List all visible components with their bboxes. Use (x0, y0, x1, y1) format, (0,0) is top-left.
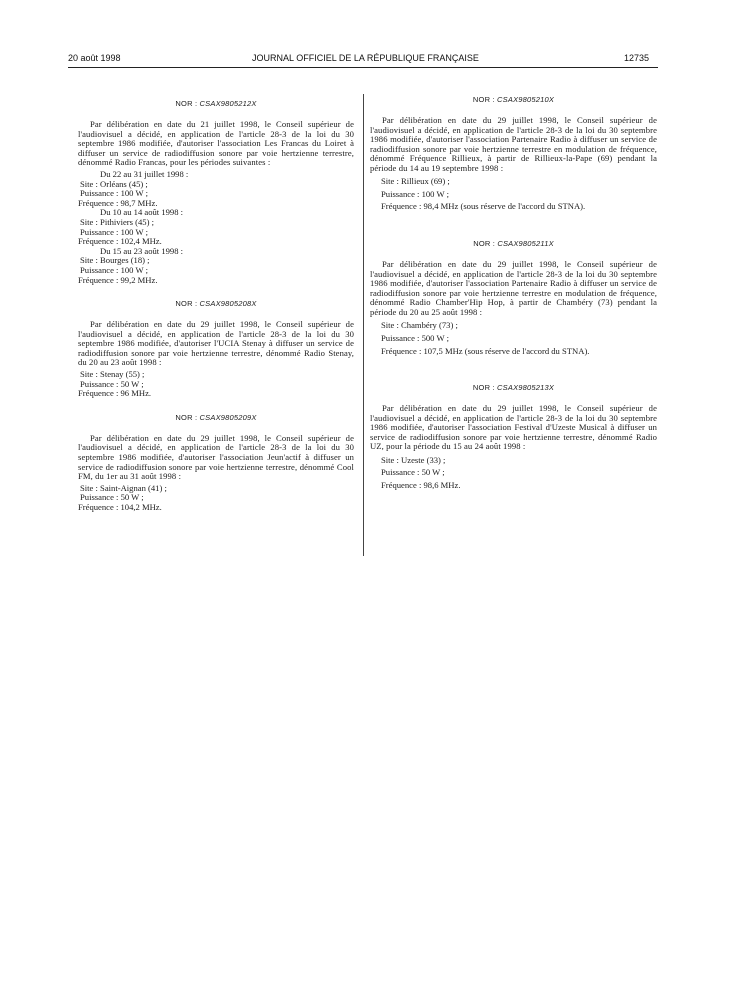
site-line: Site : Chambéry (73) ; (381, 320, 458, 331)
puissance-line: Puissance : 50 W ; (80, 492, 144, 503)
frequence-line: Fréquence : 98,7 MHz. (78, 197, 158, 208)
decision-paragraph: Par délibération en date du 29 juillet 1998, le Conseil supérieur de l'audiovisuel a décidé, en application de l'article 28-3 de la loi du 30 septembre 1986 modifiée, d'autoriser l'association Jeun'actif à diffuser un service de radiodiffusion sonore par voie hertzienne terrestre, dénommé Cool FM, du 1er au 31 août 1998 : (78, 432, 354, 482)
site-line: Site : Saint-Aignan (41) ; (80, 482, 167, 493)
decision-paragraph: Par délibération en date du 29 juillet 1998, le Conseil supérieur de l'audiovisuel a décidé, en application de l'article 28-3 de la loi du 30 septembre 1986 modifiée, d'autoriser l'association Festival d'Uzeste Musical à diffuser un service de radiodiffusion sonore par voie hertzienne terrestre, dénommé Radio UZ, pour la période du 15 au 24 août 1998 : (370, 403, 657, 452)
site-line: Site : Uzeste (33) ; (381, 454, 446, 465)
decision-block-csax9805210x (370, 95, 657, 213)
site-line: Site : Bourges (18) ; (80, 255, 150, 266)
nor-code: CSAX9805210X (497, 95, 555, 104)
period-line: Du 15 au 23 août 1998 : (100, 245, 184, 256)
puissance-line: Puissance : 500 W ; (381, 332, 449, 343)
frequence-line: Fréquence : 99,2 MHz. (78, 274, 158, 285)
right-column (370, 95, 657, 492)
frequence-line: Fréquence : 107,5 MHz (sous réserve de l'accord du STNA). (381, 345, 590, 356)
puissance-line: Puissance : 50 W ; (381, 467, 445, 478)
frequence-line: Fréquence : 96 MHz. (78, 388, 152, 399)
header-rule (68, 67, 658, 68)
decision-block-csax9805209x (78, 413, 354, 513)
puissance-line: Puissance : 100 W ; (381, 188, 449, 199)
header-date: 20 août 1998 (68, 53, 121, 63)
period-line: Du 10 au 14 août 1998 : (100, 207, 184, 218)
period-line: Du 22 au 31 juillet 1998 : (100, 168, 189, 179)
puissance-line: Puissance : 100 W ; (80, 264, 148, 275)
site-line: Site : Pithiviers (45) ; (80, 216, 154, 227)
site-line: Site : Stenay (55) ; (80, 369, 145, 380)
frequence-line: Fréquence : 98,6 MHz. (381, 480, 461, 491)
nor-code: CSAX9805212X (199, 99, 257, 108)
nor-prefix: NOR : (472, 95, 498, 104)
decision-paragraph: Par délibération en date du 29 juillet 1998, le Conseil supérieur de l'audiovisuel a décidé, en application de l'article 28-3 de la loi du 30 septembre 1986 modifiée, d'autoriser l'UCIA Stenay à diffuser un service de radiodiffusion sonore par voie hertzienne terrestre, dénommé Radio Stenay, du 20 au 23 août 1998 : (78, 319, 354, 368)
nor-code: CSAX9805211X (497, 239, 554, 249)
decision-paragraph: Par délibération en date du 29 juillet 1998, le Conseil supérieur de l'audiovisuel a décidé, en application de l'article 28-3 de la loi du 30 septembre 1986 modifiée, d'autoriser l'association Partenaire Radio à diffuser un service de radiodiffusion sonore par voie hertzienne terrestre en modulation de fréquence, dénommé Radio Chamber'Hip Hop, à partir de Chambéry (73) pendant la période du 20 au 25 août 1998 : (370, 259, 657, 317)
decision-paragraph: Par délibération en date du 29 juillet 1998, le Conseil supérieur de l'audiovisuel a décidé, en application de l'article 28-3 de la loi du 30 septembre 1986 modifiée, d'autoriser l'association Partenaire Radio à diffuser un service de radiodiffusion sonore par voie hertzienne terrestre en modulation de fréquence, dénommé Fréquence Rillieux, à partir de Rillieux-la-Pape (69) pendant la période du 14 au 19 septembre 1998 : (370, 115, 657, 173)
frequence-line: Fréquence : 102,4 MHz. (78, 236, 162, 247)
left-column (78, 99, 354, 513)
nor-reference (370, 239, 657, 249)
nor-prefix: NOR : (175, 99, 200, 108)
nor-code: CSAX9805208X (199, 299, 257, 309)
puissance-line: Puissance : 100 W ; (80, 188, 148, 199)
frequence-line: Fréquence : 98,4 MHz (sous réserve de l'accord du STNA). (381, 201, 586, 212)
nor-prefix: NOR : (175, 299, 200, 309)
decision-paragraph: Par délibération en date du 21 juillet 1998, le Conseil supérieur de l'audiovisuel a décidé, en application de l'article 28-3 de la loi du 30 septembre 1986 modifiée, d'autoriser l'association Les Francas du Loiret à diffuser un service de radiodiffusion sonore par voie hertzienne terrestre, dénommé Radio Francas, pour les périodes suivantes : (78, 119, 354, 168)
nor-reference (370, 95, 657, 105)
frequence-line: Fréquence : 104,2 MHz. (78, 502, 162, 512)
decision-block-csax9805208x (78, 299, 354, 399)
nor-reference (370, 383, 657, 393)
decision-block-csax9805213x (370, 383, 657, 492)
nor-reference (78, 413, 354, 423)
nor-code: CSAX9805209X (199, 412, 257, 422)
nor-reference (78, 99, 354, 109)
header-journal-title: JOURNAL OFFICIEL DE LA RÉPUBLIQUE FRANÇAISE (252, 53, 479, 63)
column-divider (363, 94, 364, 556)
site-line: Site : Rillieux (69) ; (381, 176, 450, 186)
decision-block-csax9805212x (78, 99, 354, 285)
puissance-line: Puissance : 100 W ; (80, 226, 148, 237)
puissance-line: Puissance : 50 W ; (80, 378, 144, 389)
site-line: Site : Orléans (45) ; (80, 178, 148, 189)
nor-reference (78, 299, 354, 309)
nor-code: CSAX9805213X (497, 383, 555, 393)
nor-prefix: NOR : (472, 383, 498, 393)
nor-prefix: NOR : (175, 412, 200, 422)
nor-prefix: NOR : (473, 239, 498, 249)
header-page-number: 12735 (624, 53, 650, 63)
decision-block-csax9805211x (370, 239, 657, 357)
